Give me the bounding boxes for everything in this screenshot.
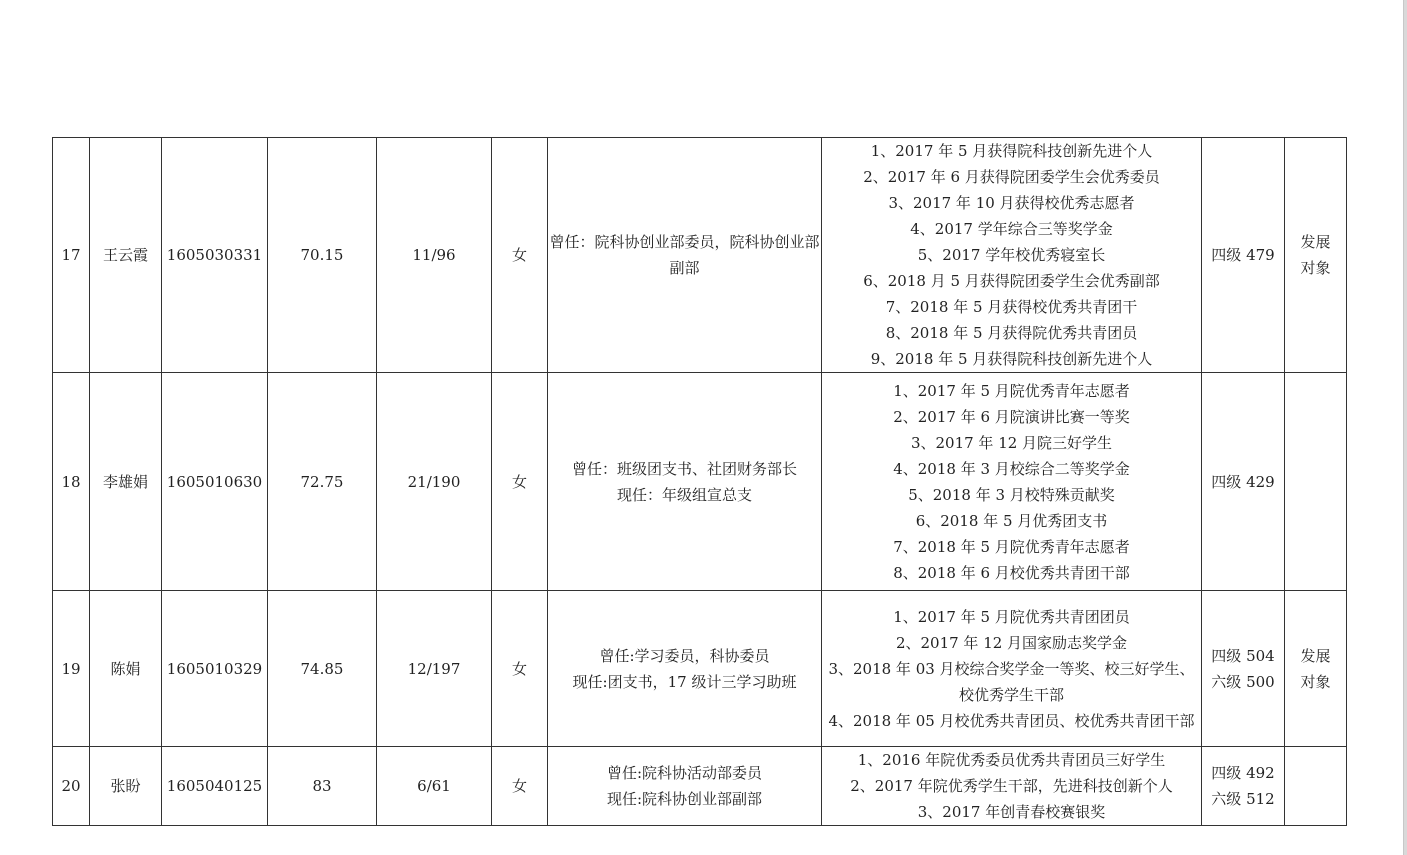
achievement-item: 3、2017 年创青春校赛银奖 — [917, 803, 1106, 821]
achievement-item: 3、2018 年 03 月校综合奖学金一等奖、校三好学生、校优秀学生干部 — [828, 659, 1195, 704]
status-cell — [1285, 747, 1347, 826]
position-line: 曾任：院科协创业部委员，院科协创业部副部 — [549, 233, 820, 277]
status-text: 发展 — [1300, 646, 1331, 665]
achievement-item: 1、2017 年 5 月院优秀共青团团员 — [893, 607, 1130, 626]
status-text: 发展 — [1300, 233, 1331, 251]
student-id: 1605040125 — [162, 747, 268, 826]
rank: 21/190 — [377, 373, 492, 591]
student-name: 王云霞 — [90, 138, 162, 373]
achievement-item: 2、2017 年 6 月获得院团委学生会优秀委员 — [863, 168, 1160, 186]
achievement-item: 7、2018 年 5 月院优秀青年志愿者 — [893, 537, 1130, 556]
student-id: 1605010329 — [162, 591, 268, 747]
achievements-cell — [822, 747, 1202, 826]
cet-cell — [1202, 591, 1285, 747]
achievement-item: 6、2018 年 5 月优秀团支书 — [915, 511, 1108, 530]
table-row — [53, 373, 1347, 591]
status-text: 对象 — [1300, 259, 1331, 277]
achievement-item: 8、2018 年 5 月获得院优秀共青团员 — [885, 324, 1138, 342]
cet-score: 六级 500 — [1211, 672, 1275, 691]
achievement-item: 2、2017 年院优秀学生干部，先进科技创新个人 — [850, 777, 1173, 795]
row-number: 19 — [53, 591, 90, 747]
score: 83 — [268, 747, 377, 826]
position-line: 曾任：班级团支书、社团财务部长 — [571, 459, 797, 478]
cet-cell — [1202, 747, 1285, 826]
score: 74.85 — [268, 591, 377, 747]
gender: 女 — [492, 747, 548, 826]
achievement-item: 8、2018 年 6 月校优秀共青团干部 — [893, 563, 1130, 582]
gender: 女 — [492, 138, 548, 373]
achievement-item: 1、2017 年 5 月获得院科技创新先进个人 — [870, 142, 1153, 160]
cet-score: 四级 504 — [1211, 646, 1275, 665]
row-number: 18 — [53, 373, 90, 591]
achievement-item: 2、2017 年 6 月院演讲比赛一等奖 — [893, 407, 1130, 426]
position-line: 现任:院科协创业部副部 — [606, 790, 763, 808]
student-id: 1605010630 — [162, 373, 268, 591]
positions-cell — [548, 747, 822, 826]
row-number: 20 — [53, 747, 90, 826]
achievement-item: 2、2017 年 12 月国家励志奖学金 — [895, 633, 1128, 652]
achievement-item: 4、2018 年 3 月校综合二等奖学金 — [893, 459, 1130, 478]
achievement-item: 4、2018 年 05 月校优秀共青团员、校优秀共青团干部 — [828, 711, 1195, 730]
cet-score: 六级 512 — [1211, 790, 1275, 808]
achievement-item: 7、2018 年 5 月获得校优秀共青团干 — [885, 298, 1138, 316]
status-cell — [1285, 373, 1347, 591]
cet-score: 四级 492 — [1211, 764, 1275, 782]
achievements-cell — [822, 373, 1202, 591]
achievements-cell — [822, 591, 1202, 747]
status-cell — [1285, 138, 1347, 373]
cet-cell — [1202, 373, 1285, 591]
achievement-item: 9、2018 年 5 月获得院科技创新先进个人 — [870, 350, 1153, 368]
cet-score: 四级 479 — [1211, 246, 1275, 264]
student-table — [52, 137, 1347, 826]
rank: 11/96 — [377, 138, 492, 373]
cet-cell — [1202, 138, 1285, 373]
achievement-item: 6、2018 月 5 月获得院团委学生会优秀副部 — [863, 272, 1160, 290]
table-row — [53, 138, 1347, 373]
gender: 女 — [492, 591, 548, 747]
table-row — [53, 747, 1347, 826]
student-name: 张盼 — [90, 747, 162, 826]
position-line: 现任:团支书，17 级计三学习助班 — [572, 672, 797, 691]
achievement-item: 5、2017 学年校优秀寝室长 — [917, 246, 1106, 264]
achievement-item: 3、2017 年 10 月获得校优秀志愿者 — [888, 194, 1135, 212]
achievement-item: 3、2017 年 12 月院三好学生 — [910, 433, 1113, 452]
achievement-item: 5、2018 年 3 月校特殊贡献奖 — [908, 485, 1115, 504]
achievement-item: 1、2017 年 5 月院优秀青年志愿者 — [893, 381, 1130, 400]
gender: 女 — [492, 373, 548, 591]
achievement-item: 1、2016 年院优秀委员优秀共青团员三好学生 — [857, 751, 1166, 769]
positions-cell — [548, 138, 822, 373]
score: 70.15 — [268, 138, 377, 373]
position-line: 曾任:学习委员，科协委员 — [599, 646, 770, 665]
achievements-cell — [822, 138, 1202, 373]
position-line: 曾任:院科协活动部委员 — [606, 764, 763, 782]
achievement-item: 4、2017 学年综合三等奖学金 — [910, 220, 1113, 238]
student-name: 陈娟 — [90, 591, 162, 747]
positions-cell — [548, 591, 822, 747]
student-id: 1605030331 — [162, 138, 268, 373]
row-number: 17 — [53, 138, 90, 373]
student-name: 李雄娟 — [90, 373, 162, 591]
cet-score: 四级 429 — [1211, 472, 1275, 491]
status-text: 对象 — [1300, 672, 1331, 691]
rank: 6/61 — [377, 747, 492, 826]
score: 72.75 — [268, 373, 377, 591]
table-row — [53, 591, 1347, 747]
position-line: 现任：年级组宣总支 — [616, 485, 752, 504]
rank: 12/197 — [377, 591, 492, 747]
status-cell — [1285, 591, 1347, 747]
positions-cell — [548, 373, 822, 591]
